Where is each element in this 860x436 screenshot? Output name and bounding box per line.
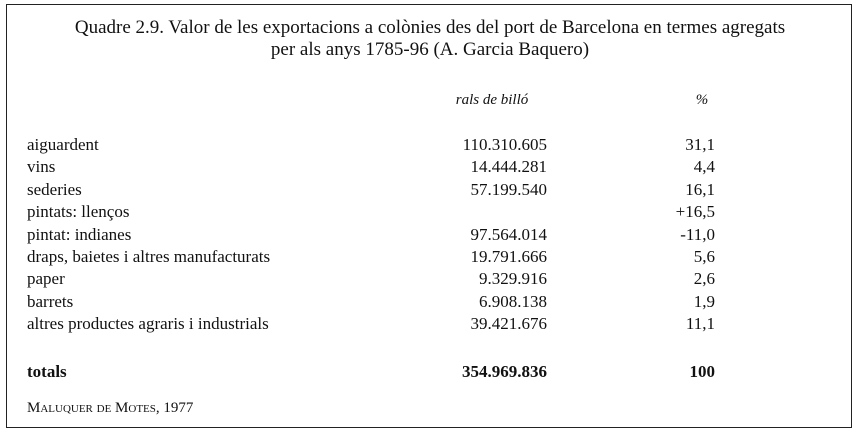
table-row [27, 179, 847, 201]
row-value: 97.564.014 [470, 224, 547, 244]
row-value: 110.310.605 [462, 135, 547, 154]
table-title [7, 17, 853, 61]
row-percent: 31,1 [685, 135, 715, 154]
totals-percent: 100 [689, 362, 715, 381]
table-row [27, 291, 847, 313]
row-label: sederies [27, 179, 82, 199]
row-percent: 1,9 [693, 291, 715, 311]
row-label: vins [27, 157, 56, 177]
totals-value: 354.969.836 [462, 362, 547, 381]
row-value: 14.444.281 [470, 157, 547, 177]
table-row [27, 201, 847, 223]
row-percent: +16,5 [675, 202, 715, 222]
row-label: pintats: llenços [27, 202, 130, 222]
table-title-line-2: per als anys 1785-96 (A. Garcia Baquero) [270, 39, 590, 60]
row-percent: 16,1 [685, 179, 715, 199]
row-percent: 5,6 [693, 246, 715, 266]
table-row [27, 224, 847, 246]
table-title-line-1: Quadre 2.9. Valor de les exportacions a colònies des del port de Barcelona en termes agregats [74, 17, 786, 38]
row-percent: 2,6 [693, 269, 715, 289]
table-row [27, 313, 847, 335]
row-label: barrets [27, 291, 74, 311]
row-value: 19.791.666 [470, 246, 547, 266]
row-percent: 11,1 [685, 314, 715, 334]
table-row [27, 246, 847, 268]
totals-row [27, 361, 847, 383]
table-body [27, 134, 847, 336]
row-percent: 4,4 [693, 157, 715, 177]
row-label: pintat: indianes [27, 224, 132, 244]
row-value: 6.908.138 [479, 291, 547, 311]
row-value: 39.421.676 [470, 314, 547, 334]
column-header-value: rals de billó [455, 92, 529, 108]
table-row [27, 134, 847, 156]
row-label: altres productes agraris i industrials [27, 314, 269, 334]
row-value: 57.199.540 [470, 179, 547, 199]
row-label: aiguardent [27, 135, 99, 154]
row-value: 9.329.916 [479, 269, 547, 289]
table-frame [6, 4, 852, 428]
column-header-percent: % [695, 92, 709, 108]
table-row [27, 156, 847, 178]
source-note: Maluquer de Motes, 1977 [27, 400, 194, 416]
row-label: draps, baietes i altres manufacturats [27, 246, 271, 266]
table-row [27, 268, 847, 290]
row-percent: -11,0 [680, 224, 715, 244]
totals-label: totals [27, 362, 67, 381]
row-label: paper [27, 269, 65, 289]
